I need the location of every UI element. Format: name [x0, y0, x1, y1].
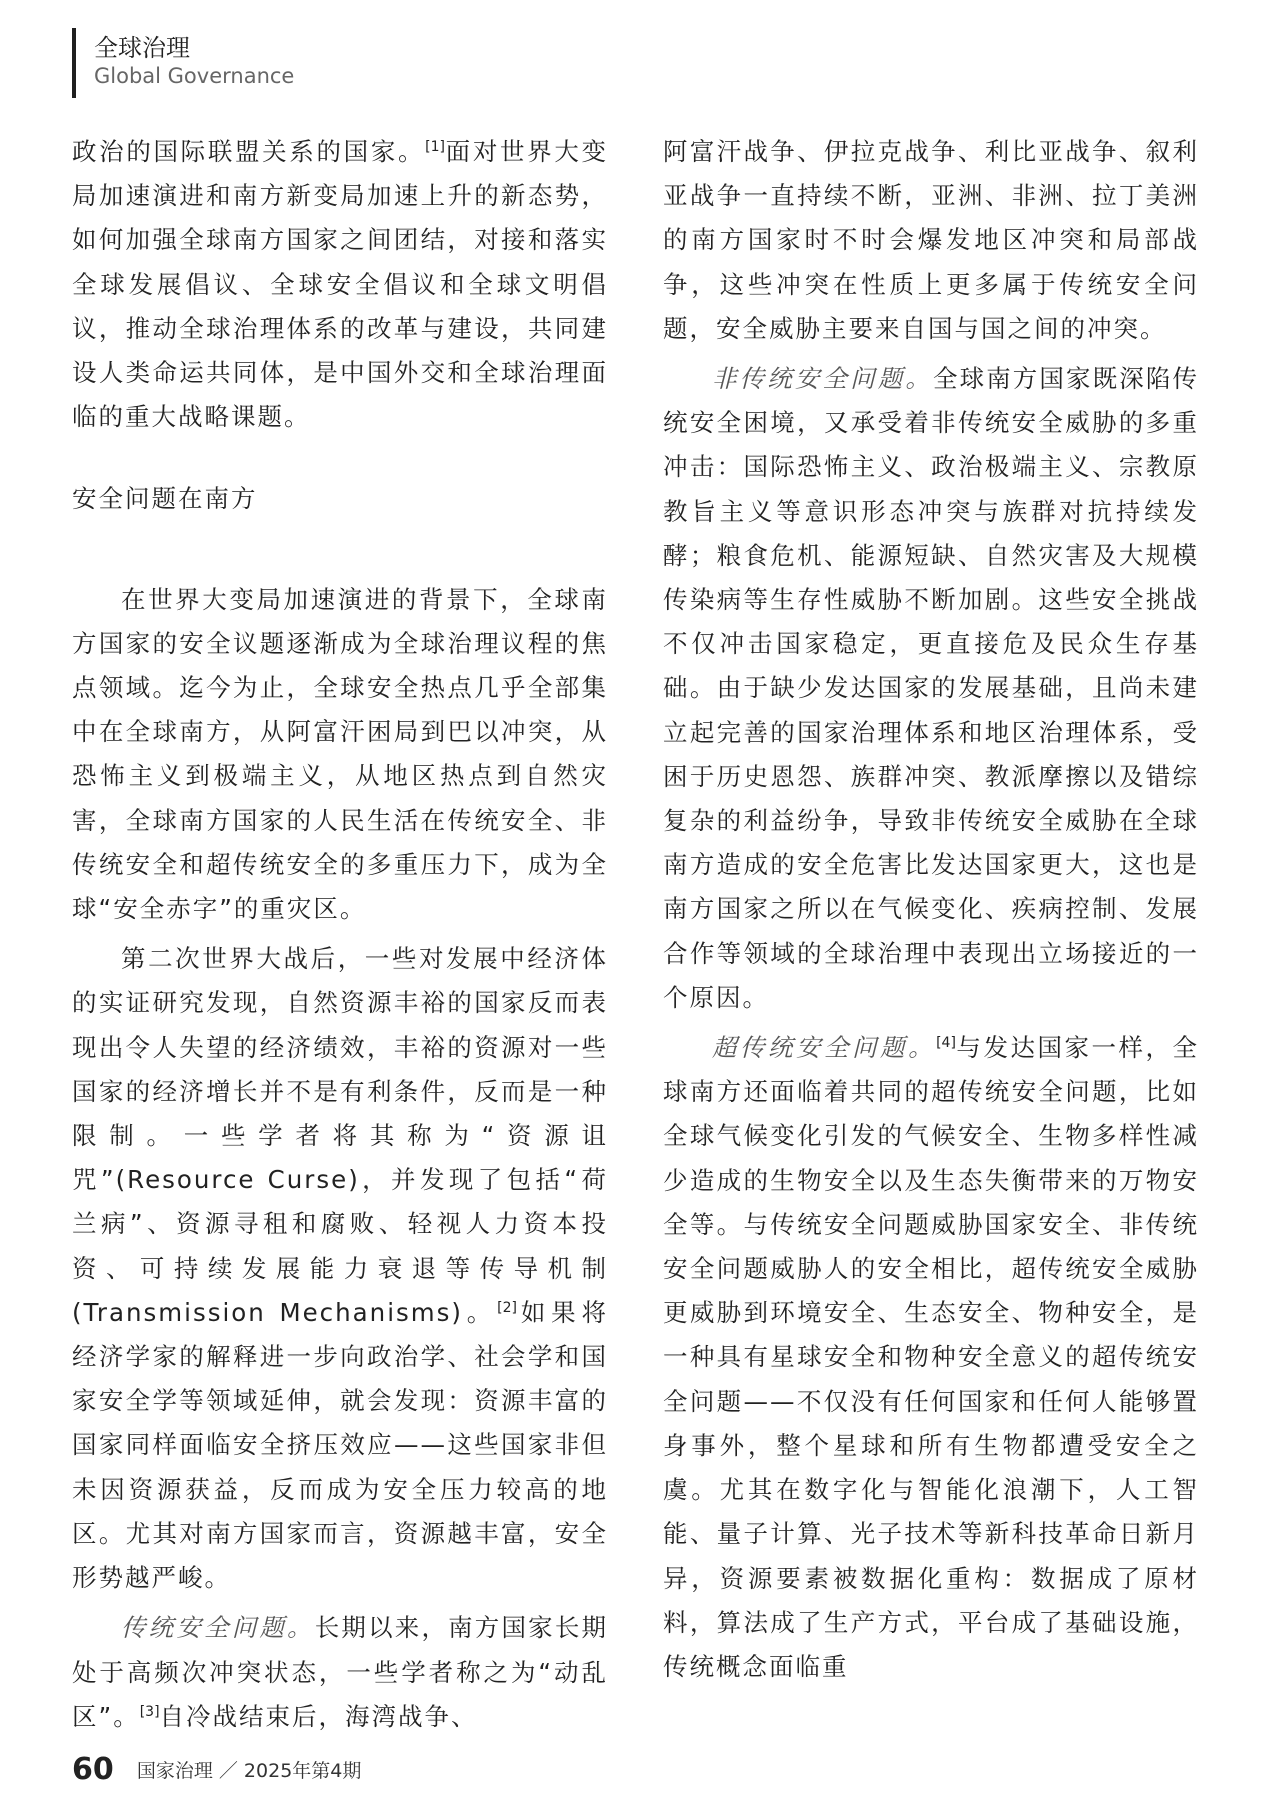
paragraph-wars: 阿富汗战争、伊拉克战争、利比亚战争、叙利亚战争一直持续不断，亚洲、非洲、拉丁美洲的南方国家时不时会爆发地区冲突和局部战争，这些冲突在性质上更多属于传统安全问题，安全威胁主要来自国与国之间的冲突。 — [663, 137, 1199, 343]
left-column — [72, 130, 608, 1739]
section-heading: 安全问题在南方 — [72, 484, 258, 514]
subheading-nontraditional-security: 非传统安全问题。 — [712, 364, 933, 394]
text-segment: 第二次世界大战后，一些对发展中经济体的实证研究发现，自然资源丰裕的国家反而表现出令人失望的经济绩效，丰裕的资源对一些国家的经济增长并不是有利条件，反而是一种限制。一些学者将其称为“资源诅咒”(Resource Curse)，并发现了包括“荷兰病”、资源寻租和腐败、轻视人力资本投资、可持续发展能力衰退等传导机制(Transmission Mechanisms)。 — [72, 944, 608, 1327]
section-title-cn: 全球治理 — [94, 34, 190, 62]
paragraph-supertraditional-security — [663, 1026, 1199, 1689]
header-bar — [72, 28, 76, 98]
journal-issue: 国家治理 ／ 2025年第4期 — [136, 1760, 362, 1782]
paragraph-resource-curse — [72, 937, 608, 1600]
text-segment: 政治的国际联盟关系的国家。 — [72, 137, 426, 166]
paragraph-intro — [72, 130, 608, 439]
text-segment: 如果将经济学家的解释进一步向政治学、社会学和国家安全学等领域延伸，就会发现：资源丰富的国家同样面临安全挤压效应——这些国家非但未因资源获益，反而成为安全压力较高的地区。尤其对南方国家而言，资源越丰富，安全形势越严峻。 — [72, 1297, 608, 1593]
footnote-ref-3: [3] — [139, 1703, 160, 1720]
page-number: 60 — [72, 1752, 114, 1787]
text-segment: 自冷战结束后，海湾战争、 — [159, 1701, 478, 1731]
text-segment: 全球南方国家既深陷传统安全困境，又承受着非传统安全威胁的多重冲击：国际恐怖主义、政治极端主义、宗教原教旨主义等意识形态冲突与族群对抗持续发酵；粮食危机、能源短缺、自然灾害及大规模传染病等生存性威胁不断加剧。这些安全挑战不仅冲击国家稳定，更直接危及民众生存基础。由于缺少发达国家的发展基础，且尚未建立起完善的国家治理体系和地区治理体系，受困于历史恩怨、族群冲突、教派摩擦以及错综复杂的利益纷争，导致非传统安全威胁在全球南方造成的安全危害比发达国家更大，这也是南方国家之所以在气候变化、疾病控制、发展合作等领域的全球治理中表现出立场接近的一个原因。 — [663, 364, 1200, 1012]
section-title-en: Global Governance — [94, 64, 295, 88]
paragraph-nontraditional-security — [663, 357, 1199, 1020]
text-segment: 与发达国家一样，全球南方还面临着共同的超传统安全问题，比如全球气候变化引发的气候安全、生物多样性减少造成的生物安全以及生态失衡带来的万物安全等。与传统安全问题威胁国家安全、非传统安全问题威胁人的安全相比，超传统安全威胁更威胁到环境安全、生态安全、物种安全，是一种具有星球安全和物种安全意义的超传统安全问题——不仅没有任何国家和任何人能够置身事外，整个星球和所有生物都遭受安全之虞。尤其在数字化与智能化浪潮下，人工智能、量子计算、光子技术等新科技革命日新月异，资源要素被数据化重构：数据成了原材料，算法成了生产方式，平台成了基础设施，传统概念面临重 — [663, 1033, 1200, 1681]
paragraph-traditional-security — [72, 1606, 608, 1739]
right-column — [663, 130, 1199, 1689]
footnote-ref-2: [2] — [497, 1299, 517, 1316]
footnote-ref-4: [4] — [936, 1034, 956, 1051]
subheading-supertraditional-security: 超传统安全问题。 — [712, 1033, 937, 1063]
text-segment: 长期以来，南方国家长期处于高频次冲突状态，一些学者称之为“动乱区”。 — [72, 1613, 609, 1731]
page-footer — [72, 1752, 361, 1787]
footnote-ref-1: [1] — [425, 138, 446, 155]
text-segment: 面对世界大变局加速演进和南方新变局加速上升的新态势，如何加强全球南方国家之间团结，对接和落实全球发展倡议、全球安全倡议和全球文明倡议，推动全球治理体系的改革与建设，共同建设人类命运共同体，是中国外交和全球治理面临的重大战略课题。 — [72, 137, 609, 432]
paragraph-background: 在世界大变局加速演进的背景下，全球南方国家的安全议题逐渐成为全球治理议程的焦点领域。迄今为止，全球安全热点几乎全部集中在全球南方，从阿富汗困局到巴以冲突，从恐怖主义到极端主义，从地区热点到自然灾害，全球南方国家的人民生活在传统安全、非传统安全和超传统安全的多重压力下，成为全球“安全赤字”的重灾区。 — [72, 584, 608, 924]
subheading-traditional-security: 传统安全问题。 — [121, 1613, 315, 1643]
